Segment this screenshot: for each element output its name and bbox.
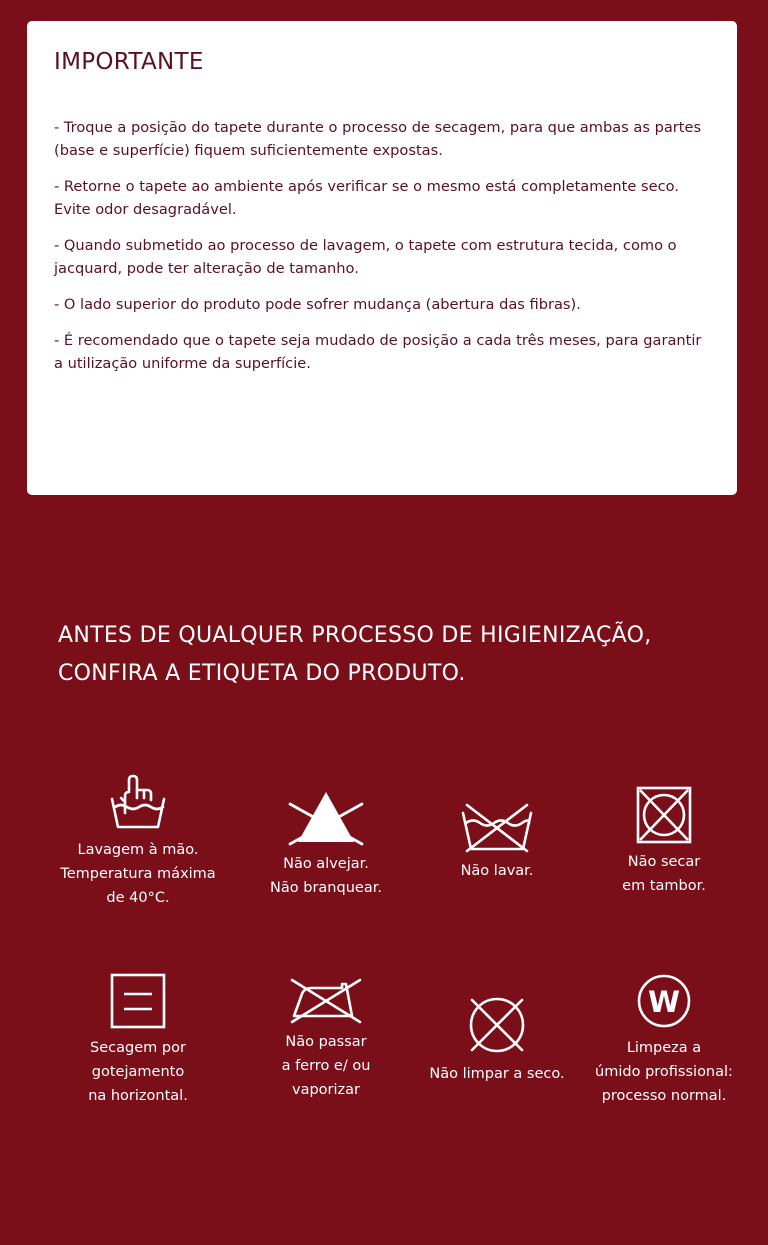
- important-item: - Retorne o tapete ao ambiente após verificar se o mesmo está completamente seco. Evite odor desagradável.: [54, 178, 679, 218]
- care-item-no-iron: [236, 976, 416, 1102]
- care-item-no-tumble-dry: [574, 786, 754, 898]
- important-item: - Troque a posição do tapete durante o processo de secagem, para que ambas as partes (base e superfície) fiquem suficientemente expostas.: [54, 119, 702, 159]
- care-label-line: Secagem por: [90, 1040, 186, 1056]
- important-title: IMPORTANTE: [54, 49, 204, 75]
- care-label-line: em tambor.: [622, 878, 706, 894]
- wet-clean-icon: [635, 972, 693, 1030]
- care-label-line: gotejamento: [91, 1064, 185, 1080]
- care-label-line: úmido profissional:: [595, 1064, 733, 1080]
- care-label: [236, 1030, 416, 1102]
- care-item-no-wash: [407, 801, 587, 883]
- care-label: [407, 1062, 587, 1086]
- care-label-line: processo normal.: [601, 1088, 727, 1104]
- care-label-line: Não alvejar.: [283, 856, 369, 872]
- care-item-wet-clean: [574, 972, 754, 1108]
- hand-wash-icon: [107, 772, 169, 832]
- headline-line: ANTES DE QUALQUER PROCESSO DE HIGIENIZAÇÃO,: [58, 623, 652, 648]
- care-item-no-bleach: [236, 790, 416, 900]
- care-label-line: Limpeza a: [626, 1040, 702, 1056]
- care-label-line: Temperatura máxima: [60, 866, 216, 882]
- important-item: - O lado superior do produto pode sofrer mudança (abertura das fibras).: [54, 296, 581, 313]
- care-label-line: Não branquear.: [270, 880, 382, 896]
- care-headline: [58, 617, 738, 693]
- care-label-line: na horizontal.: [88, 1088, 188, 1104]
- care-item-hand-wash: [48, 772, 228, 910]
- headline-line: CONFIRA A ETIQUETA DO PRODUTO.: [58, 661, 466, 686]
- care-item-no-dry-clean: [407, 994, 587, 1086]
- care-label-line: Não lavar.: [460, 863, 534, 879]
- care-label-line: de 40°C.: [106, 890, 170, 906]
- no-bleach-icon: [286, 790, 366, 846]
- no-tumble-dry-icon: [636, 786, 692, 844]
- important-card: [27, 21, 737, 495]
- care-label: [407, 859, 587, 883]
- care-label: [574, 850, 754, 898]
- care-label: [574, 1036, 754, 1108]
- care-label-line: Lavagem à mão.: [77, 842, 199, 858]
- care-label-line: Não limpar a seco.: [429, 1066, 565, 1082]
- care-item-drip-dry-flat: [48, 972, 228, 1108]
- wet-clean-letter: W: [648, 985, 680, 1019]
- care-label: [48, 838, 228, 910]
- care-label: [48, 1036, 228, 1108]
- important-list: [54, 116, 709, 375]
- care-label-line: Não passar: [285, 1034, 367, 1050]
- care-label-line: Não secar: [627, 854, 701, 870]
- drip-dry-flat-icon: [109, 972, 167, 1030]
- no-dry-clean-icon: [466, 994, 528, 1056]
- important-item: - Quando submetido ao processo de lavagem, o tapete com estrutura tecida, como o jacquard, pode ter alteração de tamanho.: [54, 237, 677, 277]
- important-item: - É recomendado que o tapete seja mudado de posição a cada três meses, para garantir a utilização uniforme da superfície.: [54, 332, 702, 372]
- no-wash-icon: [457, 801, 537, 853]
- care-label-line: vaporizar: [292, 1082, 360, 1098]
- care-label: [236, 852, 416, 900]
- no-iron-icon: [286, 976, 366, 1024]
- care-label-line: a ferro e/ ou: [281, 1058, 371, 1074]
